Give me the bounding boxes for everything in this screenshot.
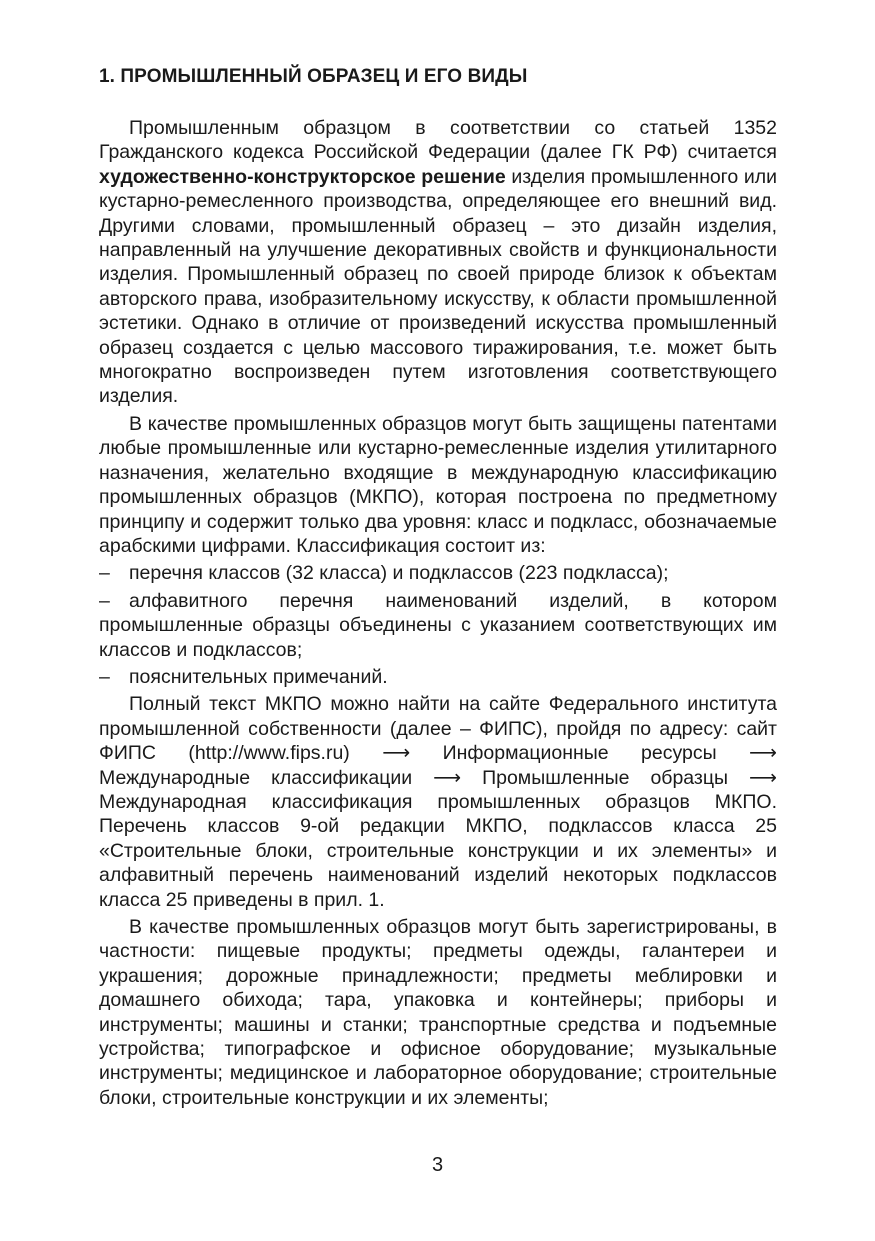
list-dash: – bbox=[99, 665, 110, 688]
bold-term: художественно-конструкторское решение bbox=[99, 165, 506, 188]
paragraph-examples: В качестве промышленных образцов могут быть зарегистрированы, в частности: пищевые продукты; предметы одежды, галантереи и украшения; дорожные принадлежности; предметы меблировки и домашнего обихода; тара, упаковка и контейнеры; приборы и инструменты; машины и станки; транспортные средства и подъемные устройства; типографское и офисное оборудование; музыкальные инструменты; медицинское и лабораторное оборудование; строительные блоки, строительные конструкции и их элементы; bbox=[99, 916, 777, 1109]
paragraph-definition bbox=[99, 116, 777, 409]
list-dash: – bbox=[99, 589, 110, 612]
section-heading: 1. ПРОМЫШЛЕННЫЙ ОБРАЗЕЦ И ЕГО ВИДЫ bbox=[99, 66, 528, 87]
list-item bbox=[99, 665, 777, 689]
list-item bbox=[99, 561, 777, 585]
paragraph-classification: В качестве промышленных образцов могут быть защищены патентами любые промышленные или кустарно-ремесленные изделия утилитарного назначения, желательно входящие в международную классификацию промышленных образцов (МКПО), которая построена по предметному принципу и содержит только два уровня: класс и подкласс, обозначаемые арабскими цифрами. Классификация состоит из: bbox=[99, 412, 777, 557]
body-text bbox=[99, 116, 777, 1110]
paragraph-definition-text-cont: изделия промышленного или кустарно-ремесленного производства, определяющее его внешний вид. Другими словами, промышленный образец – это дизайн изделия, направленный на улучшение декоративных свойств и функциональности изделия. Промышленный образец по своей природе близок к объектам авторского права, изобразительному искусству, к области промышленной эстетики. Однако в отличие от произведений искусства промышленный образец создается с целью массового тиражирования, т.е. может быть многократно воспроизведен путем изготовления соответствующего изделия. bbox=[99, 165, 777, 408]
list-item-text: алфавитного перечня наименований изделий, в котором промышленные образцы объединены с указанием соответствующих им классов и подклассов; bbox=[99, 589, 777, 661]
list-dash: – bbox=[99, 562, 110, 585]
list-item-text: перечня классов (32 класса) и подклассов (223 подкласса); bbox=[129, 562, 669, 585]
list-item-text: пояснительных примечаний. bbox=[129, 665, 388, 688]
paragraph-fips: Полный текст МКПО можно найти на сайте Федерального института промышленной собственности (далее – ФИПС), пройдя по адресу: сайт ФИПС (http://www.fips.ru) ⟶ Информационные ресурсы ⟶ Международные классификации ⟶ Промышленные образцы ⟶ Международная классификация промышленных образцов МКПО. Перечень классов 9-ой редакции МКПО, подклассов класса 25 «Строительные блоки, строительные конструкции и их элементы» и алфавитный перечень наименований изделий некоторых подклассов класса 25 приведены в прил. 1. bbox=[99, 693, 777, 911]
list-item bbox=[99, 589, 777, 662]
page-number: 3 bbox=[431, 1154, 444, 1176]
paragraph-definition-text: Промышленным образцом в соответствии со статьей 1352 Гражданского кодекса Российской Федерации (далее ГК РФ) считается bbox=[99, 117, 777, 164]
